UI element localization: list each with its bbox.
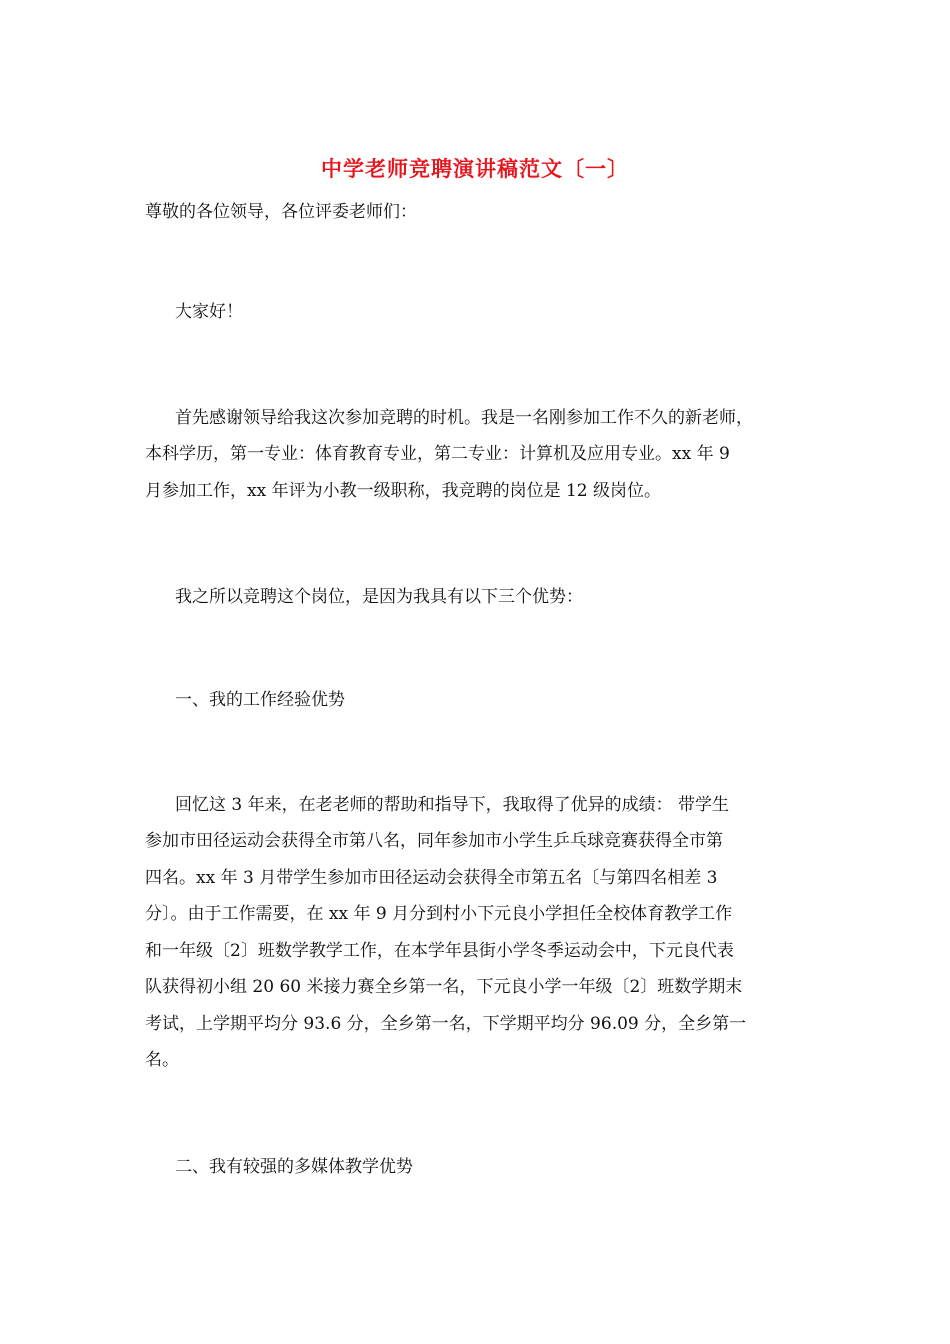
section-heading-2: 二、我有较强的多媒体教学优势: [175, 1157, 413, 1177]
paragraph-3-line-3: 四名。xx 年 3 月带学生参加市田径运动会获得全市第五名〔与第四名相差 3: [145, 868, 718, 888]
paragraph-3-line-2: 参加市田径运动会获得全市第八名，同年参加市小学生乒乓球竞赛获得全市第: [145, 831, 723, 851]
paragraph-3-line-5: 和一年级〔2〕班数学教学工作，在本学年县街小学冬季运动会中，下元良代表: [145, 941, 734, 961]
section-heading-1: 一、我的工作经验优势: [175, 690, 345, 710]
paragraph-1-line-3: 月参加工作，xx 年评为小教一级职称，我竞聘的岗位是 12 级岗位。: [145, 481, 662, 501]
paragraph-3-line-4: 分〕。由于工作需要，在 xx 年 9 月分到村小下元良小学担任全校体育教学工作: [145, 904, 733, 924]
paragraph-3-line-1: 回忆这 3 年来，在老老师的帮助和指导下，我取得了优异的成绩： 带学生: [175, 795, 730, 815]
paragraph-1-line-2: 本科学历，第一专业：体育教育专业，第二专业：计算机及应用专业。xx 年 9: [145, 444, 730, 464]
paragraph-3-line-8: 名。: [145, 1050, 179, 1070]
greeting: 大家好！: [175, 302, 243, 322]
paragraph-1-line-1: 首先感谢领导给我这次参加竞聘的时机。我是一名刚参加工作不久的新老师，: [175, 408, 753, 428]
paragraph-2: 我之所以竞聘这个岗位，是因为我具有以下三个优势：: [175, 587, 583, 607]
salutation: 尊敬的各位领导，各位评委老师们：: [145, 202, 417, 222]
paragraph-3-line-7: 考试，上学期平均分 93.6 分，全乡第一名，下学期平均分 96.09 分，全乡第一: [145, 1014, 747, 1034]
paragraph-3-line-6: 队获得初小组 20 60 米接力赛全乡第一名，下元良小学一年级〔2〕班数学期末: [145, 977, 743, 997]
document-title: 中学老师竞聘演讲稿范文〔一〕: [321, 156, 629, 181]
